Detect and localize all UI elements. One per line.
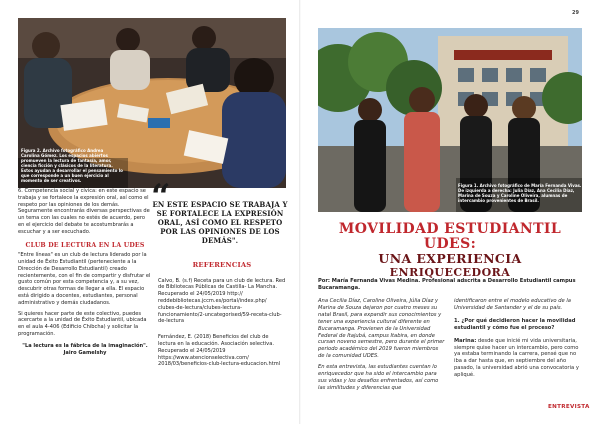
article-title: [318, 222, 582, 279]
page-gutter: [299, 0, 301, 424]
answer-text: desde que inicié mi vida universitaria, siempre quise hacer un intercambio, pero como ya estaba terminando la carrera, pensé que no iba a dar hasta que, en septiembre del año pasado, la universidad abrió una convocatoria y apliqué.: [454, 337, 579, 379]
answer-speaker: Marina:: [454, 337, 477, 344]
title-line: ENRIQUECEDORA: [389, 266, 511, 279]
competencia-paragraph: 6. Competencia social y cívica: en este espacio se trabaja y se fortalece la expresión oral, así como el respeto por las opiniones de los demás. Seguramente encontrarás diversas perspectivas de un tema con las cuales no estés de acuerdo, pero en el ejercicio del debate te acostumbrarás a escuchar y a ser escuchado.: [18, 188, 150, 235]
intro-paragraph: Ana Cecilia Díaz, Caroline Oliveira, Júlia Díaz y Marina de Souza dejaron por cuatro meses su natal Brasil, para expandir sus conocimientos y tener una experiencia cultural diferente en Bucaramanga. Provienen de la Universidad Federal de Itajubá, campus Itabira, en donde cursan noveno semestre, pero durante el primer periodo académico del 2019 fueron miembros de la comunidad UDES.: [318, 298, 445, 360]
pull-quote: EN ESTE ESPACIO SE TRABAJA Y SE FORTALECE LA EXPRESIÓN ORAL, ASÍ COMO EL RESPETO POR LAS OPINIONES DE LOS DEMÁS".: [152, 200, 288, 245]
interview-answer: [454, 338, 582, 379]
title-line: UNA EXPERIENCIA: [378, 251, 522, 266]
intro-paragraph-2: En esta entrevista, las estudiantes cuentan lo enriquecedor que ha sido el intercambio para sus vidas y los desafíos enfrentados, así como las similitudes y diferencias que: [318, 364, 439, 391]
quote-mark-icon: “: [151, 177, 171, 217]
continued-paragraph: identificaron entre el modelo educativo de la Universidad de Santander y el de su país.: [454, 298, 571, 311]
left-photo-caption: Figura 2. Archivo fotográfico Andrea Carolina Gómez. Los espacios abiertos promueven la lectura de fantasía, amor, ciencia ficción y clásicos de la literatura. Estos ayudan a desarrollar el pensamiento lo que corresponde a un buen ejercicio al momento de ser creativos.: [21, 148, 123, 183]
reference-item: Fernández, E. (2018) Beneficios del club de lectura en la educación. Asociación selectiva. Recuperado el 24/05/2019 https://www.atencionselectiva.com/ 2018/03/beneficios-club-lectura-educacion.html: [158, 334, 281, 368]
right-photo-caption: Figura 1. Archivo fotográfico de María Fernanda Vivas. De izquierda a derecha: Julia Díaz, Ana Cecilia Díaz, Marina de Souza y Caroline Oliveira, alumnas de intercambio provenientes de Brasil.: [458, 183, 582, 203]
club-paragraph-1: "Entre líneas" es un club de lectura liderado por la unidad de Éxito Estudiantil (perteneciente a la Dirección de Desarrollo Estudiantil) creado recientemente, con el fin de compartir y disfrutar el gusto común por esta competencia y, a su vez, descubrir otras formas de llegar a ella. El espacio está dirigido a docentes, estudiantes, personal administrativo y demás ciudadanos.: [18, 252, 151, 306]
references-heading: REFERENCIAS: [192, 261, 252, 269]
byline: Por: María Fernanda Vivas Medina. Profesional adscrita a Desarrollo Estudiantil campus Bucaramanga.: [318, 278, 576, 291]
article-column-1: [318, 298, 446, 396]
section-tag: ENTREVISTA: [548, 404, 590, 410]
article-column-2: [454, 298, 582, 379]
page-number: 29: [572, 10, 579, 16]
interview-question: 1. ¿Por qué decidieron hacer la movilidad estudiantil y cómo fue el proceso?: [454, 317, 576, 331]
references-column: [158, 262, 286, 377]
club-heading: CLUB DE LECTURA EN LA UDES: [25, 241, 145, 249]
reference-item: Calvo, B. (s.f) Receta para un club de lectura. Red de Bibliotecas Públicas de Castilla- La Mancha. Recuperado el 24/05/2019 http:// reddebibliotecas.jccm.es/portal/index.php/ clubes-de-lectura/clubes-lectura-funcionamiento/2-uncategorised/59-receta-club-de-lectura: [158, 277, 286, 325]
club-paragraph-2: Si quieres hacer parte de este colectivo, puedes acercarte a la unidad de Éxito Estudiantil, ubicada en el aula 4-406 (Edificio Chibcha) y solicitar la programación.: [18, 310, 147, 337]
title-line: MOVILIDAD ESTUDIANTIL UDES:: [338, 221, 562, 252]
left-column-1: [18, 188, 152, 360]
closing-quote: "La lectura es la fábrica de la imaginación". Jairo Gamelshy: [22, 342, 148, 356]
